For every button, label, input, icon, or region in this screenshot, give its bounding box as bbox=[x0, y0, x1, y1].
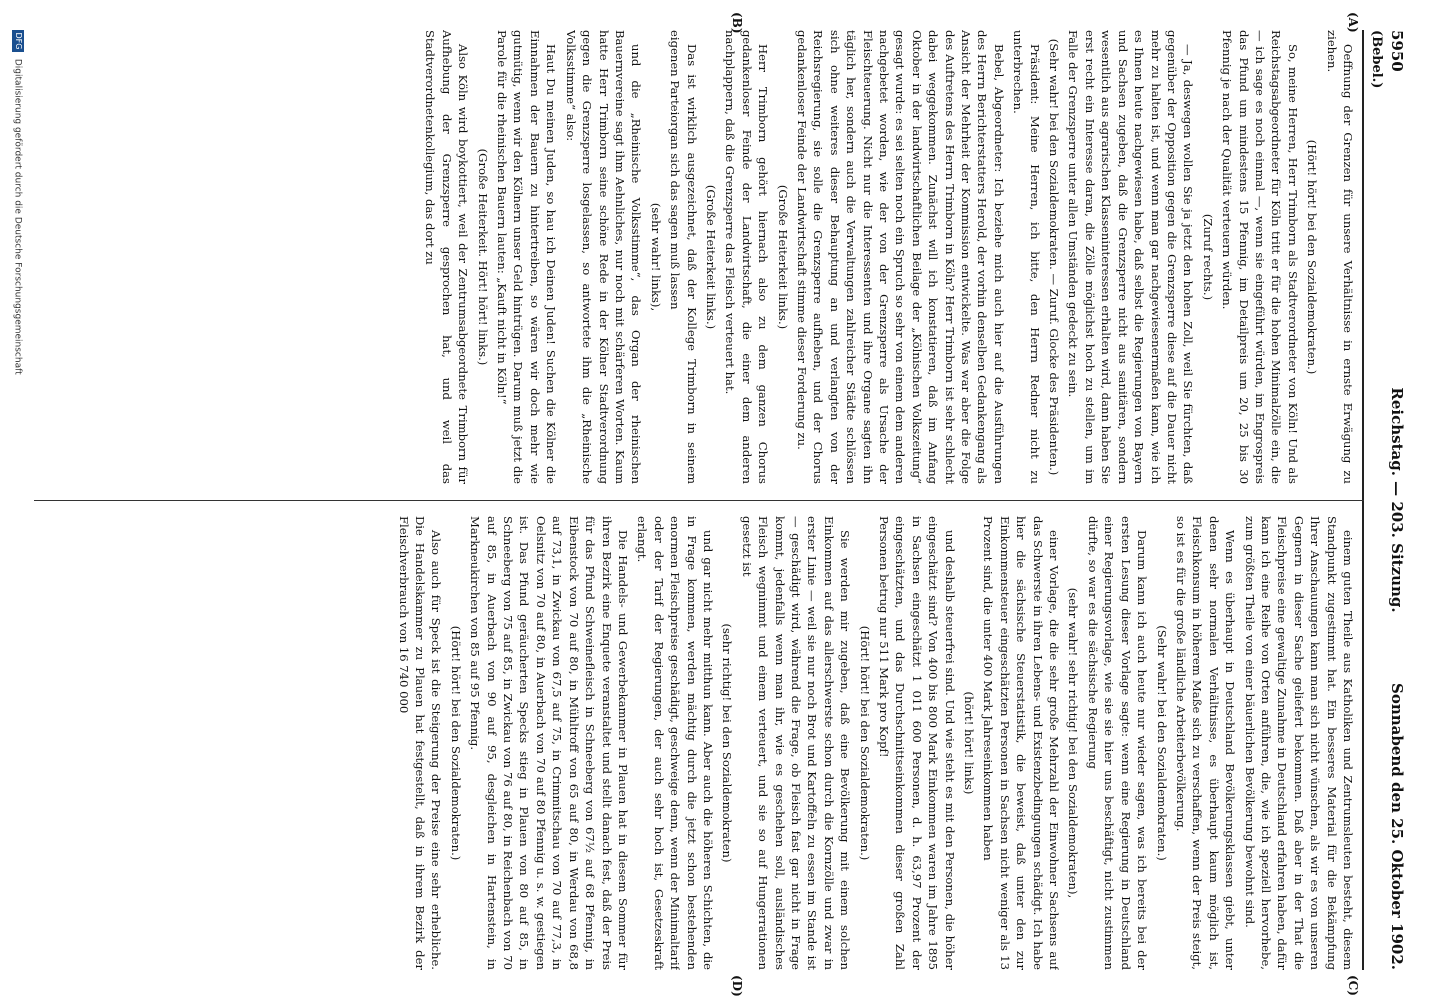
paragraph: Herr Trimborn gehört hiernach also zu dem ganzen Chorus gedankenloser Feinde der Landwirtschaft, die einer dem anderen nachplappern, daß die Grenzsperre das Fleisch verteuert hat. bbox=[723, 30, 771, 484]
paragraph: einem guten Theile aus Katholiken und Zentrumsleuten besteht, diesem Standpunkt zugestimmt hat. Ein besseres Material für die Bekämpfung Ihrer Anschauungen kann man sich nicht wünschen, als wir es von unseren Gegnern in dieser Sache geliefert bekommen. Daß aber in der That die Fleischpreise eine gewaltige Zunahme in Deutschland erfahren haben, dafür kann ich eine Reihe von Orten anführen, die, wie ich speziell hervorhebe, zum größten Theile von einer bäuerlichen Bevölkerung bewohnt sind. bbox=[1242, 516, 1355, 970]
page-header bbox=[1382, 30, 1406, 970]
paragraph: Haut Du meinen Juden, so hau ich Deinen Juden! Suchen die Kölner die Einnahmen der Bauern zu hintertreiben, so wären wir doch mehr wie gutmütig, wenn wir den Kölnern unser Geld hintrügen. Darum muß jetzt die Parole für die rheinischen Bauern lauten: „Kauft nicht in Köln!“ bbox=[495, 30, 559, 484]
paragraph: Präsident: Meine Herren, ich bitte, den Herrn Redner nicht zu unterbrechen. bbox=[1011, 30, 1042, 484]
left-text-column bbox=[36, 30, 1356, 484]
paragraph: und die „Rheinische Volksstimme“, das Organ der rheinischen Bauernvereine sagt ihm Aehnliches, nur noch mit schärferen Worten. Kaum hatte Herr Trimborn seine schöne Rede in der Kölner Stadtverordnung gegen die Grenzsperre losgelassen, so antwortete ihm die „Rheinische Volksstimme“ also: bbox=[563, 30, 644, 484]
paragraph: Oeffnung der Grenzen für unsere Verhältnisse in ernste Erwägung zu ziehen. bbox=[1324, 30, 1355, 484]
interjection: (Große Heiterkeit links.) bbox=[703, 184, 718, 330]
paragraph: — Ja, deswegen wollen Sie ja jetzt den hohen Zoll, weil Sie fürchten, daß gegenüber der Opposition gegen die Grenzsperre diese auf die Dauer nicht mehr zu halten ist, und wenn man gar nachgewiesenermaßen kann, wie ich es Ihnen heute nachgewiesen habe, daß selbst die Regierungen von Bayern und Sachsen zugeben, daß die Grenzsperre nicht aus sanitären, sondern wesentlich aus agrarischen Klasseninteressen erhalten wird, dann haben Sie erst recht ein Interesse daran, die Zölle möglichst hoch zu stellen, um im Falle der Grenzsperre unter allen Umständen gedeckt zu sein. bbox=[1066, 30, 1196, 484]
page-date: Sonnabend den 25. Oktober 1902. bbox=[1388, 682, 1406, 970]
interjection: (Große Heiterkeit links.) bbox=[775, 184, 790, 330]
interjection: (Zuruf rechts.) bbox=[1200, 213, 1215, 301]
paragraph: Die Handels- und Gewerbekammer in Plauen hat in diesem Sommer für ihren Bezirk eine Enquete veranstaltet und stellt danach fest, daß der Preis für das Pfund Schweinefleisch in Schneeberg von 67½ auf 68 Pfennig, in Eibenstock von 70 auf 80, in Mühltroff von 65 auf 80, in Werdau von 68,8 auf 73,1, in Zwickau von 67,5 auf 75, in Crimmitschau von 70 auf 77,3, in Oelsnitz von 70 auf 80, in Auerbach von 70 auf 80 Pfennig u. s. w. gestiegen ist. Das Pfund geräucherten Specks stieg in Plauen von 80 auf 85, in Schneeberg von 75 auf 85, in Zwickau von 76 auf 80, in Reichenbach von 70 auf 85, in Auerbach von 90 auf 95, desgleichen in Hartenstein, in Markneukirchen von 85 auf 95 Pfennig. bbox=[468, 516, 630, 970]
page-footer bbox=[12, 30, 24, 970]
paragraph: und gar nicht mehr mitthun kann. Aber auch die höheren Schichten, die in Frage kommen, werden mächtig durch die jetzt schon bestehenden enormen Fleischpreise geschädigt, geschweige denn, wenn der Minimaltarif oder der Tarif der Regierungen, der auch sehr hoch ist, Gesetzeskraft erlangt. bbox=[635, 516, 715, 970]
paragraph: Also Köln wird boykottiert, weil der Zentrumsabgeordnete Trimborn für Aufhebung der Grenzsperre gesprochen hat, und weil das Stadtverordnetenkollegium, das dort zu bbox=[423, 30, 471, 484]
margin-marker-d: (D) bbox=[730, 975, 744, 997]
page-number: 5950 bbox=[1388, 30, 1406, 72]
paragraph: Bebel, Abgeordneter: Ich beziehe mich auch hier auf die Ausführungen des Herrn Berichterstatters Herold, der vorhin denselben Gedankengang als Ansicht der Mehrheit der Kommission entwickelte. Was war aber die Folge des Auftretens des Herrn Trimborn in Köln? Herr Trimborn ist sehr schlecht dabei weggekommen. Zunächst will ich konstatieren, daß im Anfang Oktober in der landwirtschaftlichen Beilage der „Kölnischen Volkszeitung“ gesagt wurde: es sei selten noch ein Spruch so sehr von einem dem anderen nachgebetet worden, wie der von der Grenzsperre als Ursache der Fleischteuerung. Nicht nur die Interessenten und ihre Organe sagten ihn täglich her, sondern auch die Verwaltungen zahlreicher Städte schlössen sich ohne weiteres dieser Behauptung an und verlangten von der Reichsregierung, sie solle die Grenzsperre aufheben, und der Chorus gedankenloser Feinde der Landwirtschaft stimme dieser Forderung zu. bbox=[795, 30, 1006, 484]
right-text-column bbox=[36, 516, 1356, 970]
interjection: (Hört! hört! bei den Sozialdemokraten.) bbox=[1305, 139, 1320, 375]
paragraph: Sie werden mir zugeben, daß eine Bevölkerung mit einem solchen Einkommen auf das allerschwerste schon durch die Kornzölle und zwar in erster Linie — weil sie nur noch Brot und Kartoffeln zu essen im Stande ist — geschädigt wird, während die Frage, ob Fleisch fast gar nicht in Frage kommt, jedenfalls wenn man ihr, wie es geschehen soll, ausländisches Fleisch wegnimmt und einem verteuert, und sie so auf Hungerrationen gesetzt ist bbox=[739, 516, 853, 970]
interjection: (Große Heiterkeit. Hört! hört! links.) bbox=[475, 148, 490, 366]
interjection: (Sehr wahr! bei den Sozialdemokraten. — Zuruf. Glocke des Präsidenten.) bbox=[1047, 38, 1062, 476]
interjection: (sehr wahr! links), bbox=[648, 202, 663, 312]
interjection: (sehr wahr! sehr richtig! bei den Sozialdemokraten), bbox=[1066, 587, 1081, 899]
interjection: (sehr richtig! bei den Sozialdemokraten) bbox=[720, 623, 735, 863]
interjection: (Sehr wahr! bei den Sozialdemokraten.) bbox=[1154, 625, 1169, 861]
interjection: (Hört! hört! bei den Sozialdemokraten.) bbox=[857, 625, 872, 861]
footer-credit: Digitalisierung gefördert durch die Deutsche Forschungsgemeinschaft bbox=[12, 58, 23, 375]
paragraph: So, meine Herren, Herr Trimborn als Stadtverordneter von Köln! Und als Reichstagsabgeordneter für Köln tritt er für die hohen Minimalzölle ein, die — ich sage es noch einmal —, wenn sie eingeführt würden, im Engrospreis das Pfund um mindestens 15 Pfennig, im Detailpreis um 20, 25 bis 30 Pfennig je nach der Qualität verteuern würden. bbox=[1220, 30, 1300, 484]
paragraph: einer Vorlage, die die sehr große Mehrzahl der Einwohner Sachsens auf das Schwerste in ihren Lebens- und Existenzbedingungen schädigt. Ich habe hier die sächsische Steuerstatistik, die beweist, daß unter den zur Einkommensteuer eingeschätzten Personen in Sachsen nicht weniger als 13 Prozent sind, die unter 400 Mark Jahreseinkommen haben bbox=[981, 516, 1062, 970]
interjection: (Hört! hört! bei den Sozialdemokraten.) bbox=[448, 625, 463, 861]
column-divider bbox=[34, 500, 1364, 501]
margin-marker-b: (B) bbox=[730, 12, 744, 34]
paragraph: Wenn es überhaupt in Deutschland Bevölkerungsklassen giebt, unter denen sehr normalen Verhältnisse, es überhaupt kaum möglich ist, Fleischkonsum in höherem Maße sich zu verschaffen, wenn der Preis steigt, so ist es für die große ländliche Arbeiterbevölkerung. bbox=[1173, 516, 1238, 970]
interjection: (hört! hört! links) bbox=[962, 691, 977, 795]
page-title: Reichstag. — 203. Sitzung. bbox=[1388, 387, 1406, 613]
paragraph: Das ist wirklich ausgezeichnet, daß der Kollege Trimborn in seinem eigenen Parteiorgan sich das sagen muß lassen bbox=[668, 30, 699, 484]
paragraph: Darum kann ich auch heute nur wieder sagen, was ich bereits bei der ersten Lesung dieser Vorlage sagte: wenn eine Regierung in Deutschland einer Regierungsvorlage, wie sie sie hier uns beschäftigt, nicht zustimmen dürfte, so war es die sächsische Regierung bbox=[1085, 516, 1150, 970]
speaker-tag: (Bebel.) bbox=[1369, 30, 1384, 89]
paragraph: Also auch für Speck ist die Steigerung der Preise eine sehr erhebliche. Die Handelskammer zu Plauen hat festgestellt, daß in ihrem Bezirk der Fleischverbrauch von 16 740 000 bbox=[396, 516, 444, 970]
margin-marker-a: (A) bbox=[1346, 12, 1360, 33]
dfg-logo: DFG bbox=[12, 30, 24, 52]
paragraph: und deshalb steuerfrei sind. Und wie steht es mit den Personen, die höher eingeschätzt sind? Von 400 bis 800 Mark Einkommen waren im Jahre 1895 in Sachsen eingeschätzt 1 011 600 Personen, d. h. 63,97 Prozent der eingeschätzten, und das Durchschnittseinkommen dieser großen Zahl Personen betrug nur 511 Mark pro Kopf! bbox=[877, 516, 957, 970]
margin-marker-c: (C) bbox=[1346, 975, 1360, 996]
